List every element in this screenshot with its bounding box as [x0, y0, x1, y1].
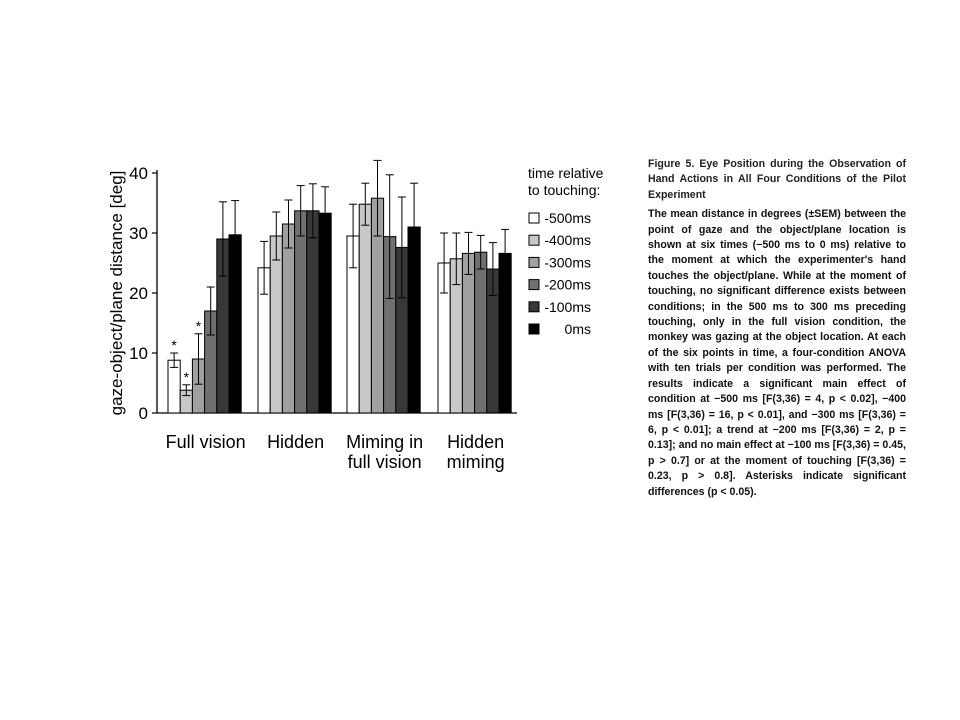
legend-swatch	[529, 280, 539, 290]
y-tick-label: 0	[138, 404, 148, 423]
legend-label: 0ms	[564, 321, 591, 337]
legend-label: -400ms	[544, 232, 591, 249]
legend-label: -100ms	[544, 298, 591, 315]
legend-title: time relative	[528, 165, 604, 181]
legend-label: -500ms	[544, 210, 591, 226]
bar	[270, 236, 282, 413]
caption-body: The mean distance in degrees (±SEM) between the point of gaze and the object/plane location is shown at six times (−500 ms to 0 ms) relative to the moment at which the experimenter's hand touches the object/plane. While at the moment of touching, no significant difference exists between conditions; in the 500 ms to 300 ms preceding touching, only in the full vision condition, the monkey was gazing at the object location. At each of the six points in time, a four-condition ANOVA with ten trials per condition was performed. The results indicate a significant main effect of condition at −500 ms [F(3,36) = 4, p < 0.02], −400 ms [F(3,36) = 16, p < 0.01], and −300 ms [F(3,36) = 6, p < 0.01]; a trend at −200 ms [F(3,36) = 2, p = 0.13]; and no main effect at −100 ms [F(3,36) = 0.45, p > 0.7] or at the moment of touching [F(3,36) = 0.23, p > 0.8]. Asterisks indicate significant differences (p < 0.05).	[648, 208, 906, 498]
legend-swatch	[529, 257, 539, 267]
category-label: miming	[446, 452, 505, 472]
legend-title: to touching:	[528, 182, 601, 198]
category-label: Hidden	[447, 432, 505, 452]
bar	[295, 211, 307, 413]
chart-legend	[528, 165, 604, 337]
legend-label: -300ms	[544, 254, 591, 271]
bar	[282, 224, 294, 413]
bar	[462, 253, 474, 413]
bar	[359, 204, 371, 413]
legend-label: -200ms	[544, 276, 591, 293]
y-tick-label: 20	[129, 284, 148, 303]
category-label: Miming in	[346, 432, 424, 452]
y-tick-label: 10	[129, 344, 148, 363]
legend-swatch	[529, 235, 539, 245]
significance-asterisk: *	[183, 368, 190, 385]
caption-title: Figure 5. Eye Position during the Observation of Hand Actions in All Four Conditions of the Pilot Experiment	[648, 158, 906, 201]
figure-caption	[648, 157, 906, 500]
y-tick-label: 30	[129, 224, 148, 243]
legend-swatch	[529, 302, 539, 312]
chart-labels	[166, 432, 505, 472]
category-label: Hidden	[267, 432, 325, 452]
legend-swatch	[529, 213, 539, 223]
category-label: Full vision	[165, 432, 246, 452]
bar	[168, 360, 180, 413]
category-label: full vision	[347, 452, 422, 472]
bar	[319, 213, 331, 413]
y-axis-label: gaze-object/plane distance [deg]	[107, 170, 126, 416]
bar	[307, 211, 319, 413]
y-tick-label: 40	[129, 164, 148, 183]
legend-swatch	[529, 324, 539, 334]
bar	[475, 252, 487, 413]
significance-asterisk: *	[195, 317, 202, 334]
significance-asterisk: *	[171, 337, 177, 353]
chart-bars	[168, 160, 511, 413]
